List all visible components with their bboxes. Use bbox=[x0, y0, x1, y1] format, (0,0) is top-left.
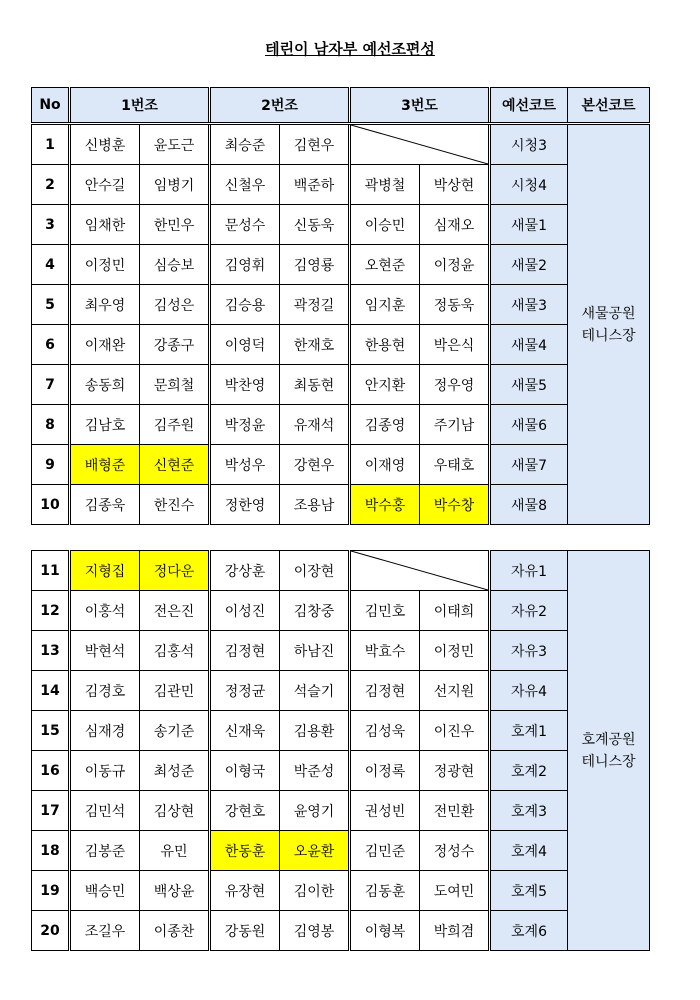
player-name: 신병훈 bbox=[70, 124, 140, 165]
player-name: 신재욱 bbox=[210, 711, 280, 751]
player-name: 심재경 bbox=[70, 711, 140, 751]
player-name: 주기남 bbox=[420, 405, 490, 445]
table-row bbox=[32, 485, 650, 525]
row-number: 4 bbox=[32, 245, 70, 285]
player-name: 윤영기 bbox=[280, 791, 350, 831]
player-name: 한용현 bbox=[350, 325, 420, 365]
player-name: 김영봉 bbox=[280, 911, 350, 951]
table-row bbox=[32, 365, 650, 405]
player-name: 최우영 bbox=[70, 285, 140, 325]
empty-group-slot bbox=[350, 551, 490, 591]
prelim-court: 자유1 bbox=[490, 551, 568, 591]
player-name: 박수홍 bbox=[350, 485, 420, 525]
table-row bbox=[32, 911, 650, 951]
player-name: 박효수 bbox=[350, 631, 420, 671]
prelim-court: 자유4 bbox=[490, 671, 568, 711]
player-name: 유장현 bbox=[210, 871, 280, 911]
header-group-2: 2번조 bbox=[210, 88, 350, 124]
player-name: 우태호 bbox=[420, 445, 490, 485]
player-name: 심승보 bbox=[140, 245, 210, 285]
prelim-court: 시청3 bbox=[490, 124, 568, 165]
player-name: 김홍석 bbox=[140, 631, 210, 671]
player-name: 박은식 bbox=[420, 325, 490, 365]
row-number: 7 bbox=[32, 365, 70, 405]
prelim-court: 새물3 bbox=[490, 285, 568, 325]
table-row bbox=[32, 245, 650, 285]
header-prelim-court: 예선코트 bbox=[490, 88, 568, 124]
player-name: 김동훈 bbox=[350, 871, 420, 911]
table-row bbox=[32, 124, 650, 165]
prelim-court: 호계4 bbox=[490, 831, 568, 871]
group-table-1 bbox=[31, 87, 650, 525]
row-number: 8 bbox=[32, 405, 70, 445]
player-name: 이형국 bbox=[210, 751, 280, 791]
table-row bbox=[32, 831, 650, 871]
player-name: 김민호 bbox=[350, 591, 420, 631]
row-number: 12 bbox=[32, 591, 70, 631]
player-name: 강상훈 bbox=[210, 551, 280, 591]
player-name: 신현준 bbox=[140, 445, 210, 485]
player-name: 임병기 bbox=[140, 165, 210, 205]
player-name: 신철우 bbox=[210, 165, 280, 205]
row-number: 13 bbox=[32, 631, 70, 671]
player-name: 이승민 bbox=[350, 205, 420, 245]
table-row bbox=[32, 871, 650, 911]
player-name: 김민준 bbox=[350, 831, 420, 871]
row-number: 18 bbox=[32, 831, 70, 871]
player-name: 이장현 bbox=[280, 551, 350, 591]
table-row bbox=[32, 205, 650, 245]
table-row bbox=[32, 445, 650, 485]
table-row bbox=[32, 711, 650, 751]
header-group-1: 1번조 bbox=[70, 88, 210, 124]
player-name: 전민환 bbox=[420, 791, 490, 831]
player-name: 김이한 bbox=[280, 871, 350, 911]
player-name: 정동욱 bbox=[420, 285, 490, 325]
player-name: 조용남 bbox=[280, 485, 350, 525]
row-number: 2 bbox=[32, 165, 70, 205]
player-name: 이종찬 bbox=[140, 911, 210, 951]
player-name: 최동현 bbox=[280, 365, 350, 405]
row-number: 15 bbox=[32, 711, 70, 751]
player-name: 정다운 bbox=[140, 551, 210, 591]
table-row bbox=[32, 751, 650, 791]
player-name: 김민석 bbox=[70, 791, 140, 831]
player-name: 김상현 bbox=[140, 791, 210, 831]
table-header-row bbox=[32, 88, 650, 124]
player-name: 전은진 bbox=[140, 591, 210, 631]
header-main-court: 본선코트 bbox=[568, 88, 650, 124]
player-name: 조길우 bbox=[70, 911, 140, 951]
player-name: 박현석 bbox=[70, 631, 140, 671]
player-name: 이진우 bbox=[420, 711, 490, 751]
player-name: 박희겸 bbox=[420, 911, 490, 951]
main-court bbox=[568, 551, 650, 951]
player-name: 곽정길 bbox=[280, 285, 350, 325]
header-no: No bbox=[32, 88, 70, 124]
player-name: 이정민 bbox=[420, 631, 490, 671]
prelim-court: 자유2 bbox=[490, 591, 568, 631]
prelim-court: 새물7 bbox=[490, 445, 568, 485]
player-name: 김정현 bbox=[350, 671, 420, 711]
row-number: 1 bbox=[32, 124, 70, 165]
player-name: 이동규 bbox=[70, 751, 140, 791]
prelim-court: 새물2 bbox=[490, 245, 568, 285]
player-name: 김현우 bbox=[280, 124, 350, 165]
player-name: 김영룡 bbox=[280, 245, 350, 285]
row-number: 6 bbox=[32, 325, 70, 365]
player-name: 박수창 bbox=[420, 485, 490, 525]
player-name: 문성수 bbox=[210, 205, 280, 245]
player-name: 이홍석 bbox=[70, 591, 140, 631]
page-title: 테린이 남자부 예선조편성 bbox=[265, 40, 435, 58]
player-name: 김관민 bbox=[140, 671, 210, 711]
player-name: 박준성 bbox=[280, 751, 350, 791]
player-name: 문희철 bbox=[140, 365, 210, 405]
player-name: 이성진 bbox=[210, 591, 280, 631]
player-name: 선지원 bbox=[420, 671, 490, 711]
player-name: 강종구 bbox=[140, 325, 210, 365]
player-name: 김주원 bbox=[140, 405, 210, 445]
player-name: 백상윤 bbox=[140, 871, 210, 911]
player-name: 김승용 bbox=[210, 285, 280, 325]
player-name: 권성빈 bbox=[350, 791, 420, 831]
prelim-court: 호계5 bbox=[490, 871, 568, 911]
player-name: 송기준 bbox=[140, 711, 210, 751]
player-name: 김봉준 bbox=[70, 831, 140, 871]
table-row bbox=[32, 551, 650, 591]
player-name: 김성욱 bbox=[350, 711, 420, 751]
main-court-line: 테니스장 bbox=[581, 753, 636, 770]
prelim-court: 호계3 bbox=[490, 791, 568, 831]
player-name: 심재오 bbox=[420, 205, 490, 245]
main-court-line: 새물공원 bbox=[581, 305, 636, 322]
player-name: 김창중 bbox=[280, 591, 350, 631]
player-name: 이정록 bbox=[350, 751, 420, 791]
player-name: 박정윤 bbox=[210, 405, 280, 445]
player-name: 도여민 bbox=[420, 871, 490, 911]
player-name: 이태희 bbox=[420, 591, 490, 631]
player-name: 김종영 bbox=[350, 405, 420, 445]
player-name: 강현우 bbox=[280, 445, 350, 485]
row-number: 17 bbox=[32, 791, 70, 831]
player-name: 이형복 bbox=[350, 911, 420, 951]
table-row bbox=[32, 325, 650, 365]
prelim-court: 새물1 bbox=[490, 205, 568, 245]
empty-group-slot bbox=[350, 124, 490, 165]
player-name: 이영덕 bbox=[210, 325, 280, 365]
table-row bbox=[32, 165, 650, 205]
main-court-line: 테니스장 bbox=[581, 327, 636, 344]
player-name: 송동희 bbox=[70, 365, 140, 405]
player-name: 한동훈 bbox=[210, 831, 280, 871]
player-name: 김종욱 bbox=[70, 485, 140, 525]
player-name: 최승준 bbox=[210, 124, 280, 165]
player-name: 하남진 bbox=[280, 631, 350, 671]
main-court-line: 호계공원 bbox=[581, 731, 636, 748]
player-name: 박상현 bbox=[420, 165, 490, 205]
player-name: 석슬기 bbox=[280, 671, 350, 711]
player-name: 박찬영 bbox=[210, 365, 280, 405]
row-number: 16 bbox=[32, 751, 70, 791]
player-name: 이정윤 bbox=[420, 245, 490, 285]
player-name: 김영휘 bbox=[210, 245, 280, 285]
prelim-court: 호계6 bbox=[490, 911, 568, 951]
player-name: 강현호 bbox=[210, 791, 280, 831]
player-name: 배형준 bbox=[70, 445, 140, 485]
prelim-court: 새물8 bbox=[490, 485, 568, 525]
group-table-2 bbox=[31, 550, 650, 951]
player-name: 김용환 bbox=[280, 711, 350, 751]
main-court bbox=[568, 124, 650, 525]
player-name: 지형집 bbox=[70, 551, 140, 591]
player-name: 김성은 bbox=[140, 285, 210, 325]
player-name: 정성수 bbox=[420, 831, 490, 871]
player-name: 유민 bbox=[140, 831, 210, 871]
player-name: 백승민 bbox=[70, 871, 140, 911]
player-name: 임채한 bbox=[70, 205, 140, 245]
player-name: 강동원 bbox=[210, 911, 280, 951]
prelim-court: 호계1 bbox=[490, 711, 568, 751]
player-name: 오윤환 bbox=[280, 831, 350, 871]
player-name: 한재호 bbox=[280, 325, 350, 365]
player-name: 임지훈 bbox=[350, 285, 420, 325]
player-name: 이재완 bbox=[70, 325, 140, 365]
player-name: 정정균 bbox=[210, 671, 280, 711]
prelim-court: 새물6 bbox=[490, 405, 568, 445]
table-row bbox=[32, 591, 650, 631]
row-number: 11 bbox=[32, 551, 70, 591]
prelim-court: 시청4 bbox=[490, 165, 568, 205]
player-name: 이정민 bbox=[70, 245, 140, 285]
player-name: 안수길 bbox=[70, 165, 140, 205]
table-row bbox=[32, 791, 650, 831]
player-name: 한진수 bbox=[140, 485, 210, 525]
player-name: 김경호 bbox=[70, 671, 140, 711]
table-row bbox=[32, 671, 650, 711]
row-number: 9 bbox=[32, 445, 70, 485]
prelim-court: 자유3 bbox=[490, 631, 568, 671]
prelim-court: 호계2 bbox=[490, 751, 568, 791]
player-name: 곽병철 bbox=[350, 165, 420, 205]
table-row bbox=[32, 405, 650, 445]
player-name: 정광현 bbox=[420, 751, 490, 791]
player-name: 백준하 bbox=[280, 165, 350, 205]
player-name: 유재석 bbox=[280, 405, 350, 445]
row-number: 14 bbox=[32, 671, 70, 711]
row-number: 19 bbox=[32, 871, 70, 911]
player-name: 윤도근 bbox=[140, 124, 210, 165]
player-name: 김정현 bbox=[210, 631, 280, 671]
row-number: 5 bbox=[32, 285, 70, 325]
player-name: 한민우 bbox=[140, 205, 210, 245]
player-name: 신동욱 bbox=[280, 205, 350, 245]
row-number: 10 bbox=[32, 485, 70, 525]
player-name: 정우영 bbox=[420, 365, 490, 405]
table-row bbox=[32, 631, 650, 671]
player-name: 이재영 bbox=[350, 445, 420, 485]
player-name: 안지환 bbox=[350, 365, 420, 405]
player-name: 박성우 bbox=[210, 445, 280, 485]
table-row bbox=[32, 285, 650, 325]
prelim-court: 새물4 bbox=[490, 325, 568, 365]
header-group-3: 3번도 bbox=[350, 88, 490, 124]
player-name: 오현준 bbox=[350, 245, 420, 285]
row-number: 20 bbox=[32, 911, 70, 951]
player-name: 정한영 bbox=[210, 485, 280, 525]
player-name: 김남호 bbox=[70, 405, 140, 445]
prelim-court: 새물5 bbox=[490, 365, 568, 405]
player-name: 최성준 bbox=[140, 751, 210, 791]
row-number: 3 bbox=[32, 205, 70, 245]
